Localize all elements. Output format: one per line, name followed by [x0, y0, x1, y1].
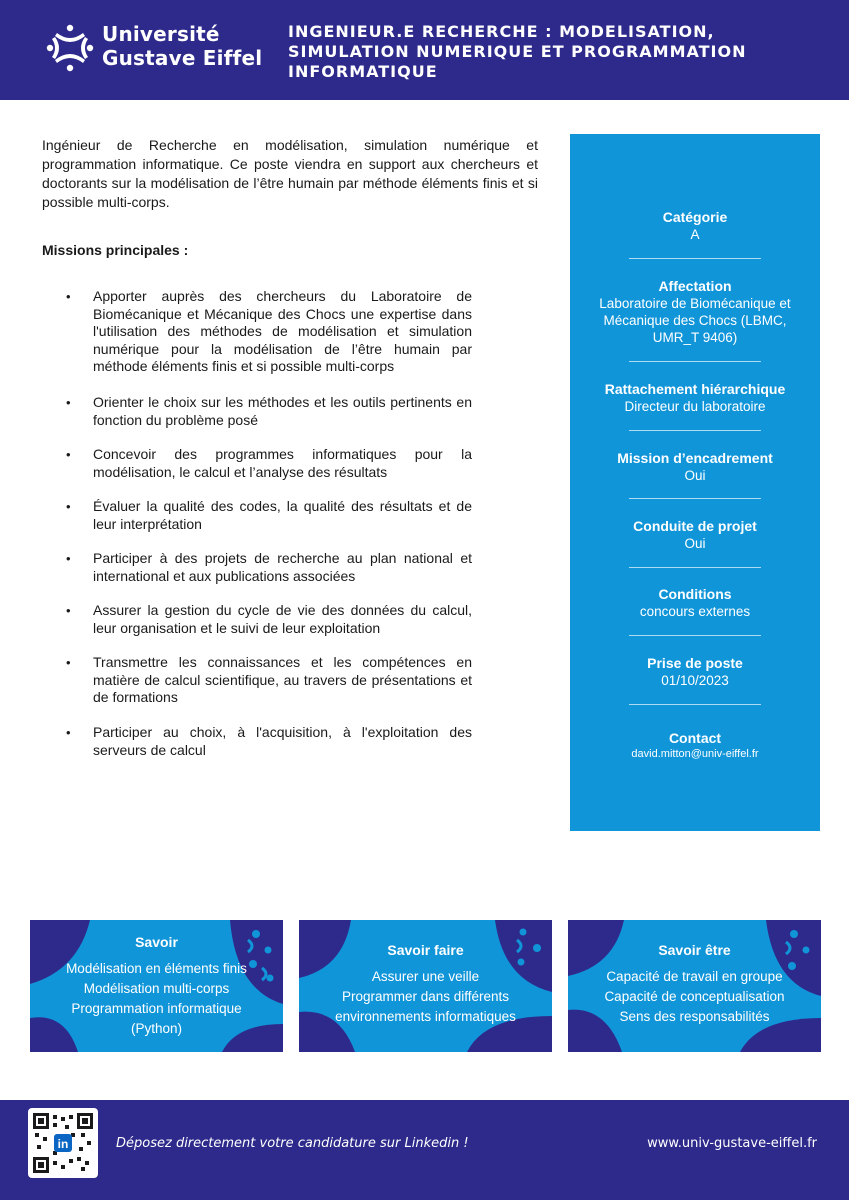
- savoir-item: Programmation informatique: [71, 1001, 242, 1016]
- contact-label: Contact: [668, 730, 722, 746]
- bullet-icon: •: [66, 499, 71, 514]
- page-header: [0, 0, 849, 100]
- mission-text: Concevoir des programmes informatiques pour la modélisation, le calcul et l’analyse des résultats: [93, 446, 472, 480]
- sidebar-divider: [629, 635, 761, 636]
- rattachement-label: Rattachement hiérarchique: [604, 381, 786, 397]
- bullet-icon: •: [66, 603, 71, 618]
- sidebar-divider: [629, 498, 761, 499]
- job-title-line-2: SIMULATION NUMERIQUE ET PROGRAMMATION: [288, 42, 747, 61]
- savoir-item: Modélisation en éléments finis: [66, 961, 247, 976]
- missions-heading: [42, 242, 188, 258]
- savoir-etre-title: Savoir être: [658, 942, 731, 958]
- page-footer: [0, 1100, 849, 1200]
- sidebar-divider: [629, 704, 761, 705]
- qr-code-icon: [33, 1113, 93, 1173]
- mission-item: [62, 654, 472, 724]
- sidebar-divider: [629, 567, 761, 568]
- bullet-icon: •: [66, 551, 71, 566]
- affectation-label: Affectation: [658, 278, 732, 294]
- mission-item: [62, 446, 472, 498]
- missions-heading-text: Missions principales: [42, 242, 180, 258]
- encadrement-field: [570, 450, 820, 484]
- savoir-faire-card: [299, 920, 552, 1052]
- savoir-faire-item: environnements informatiques: [335, 1009, 516, 1024]
- mission-item: [62, 288, 472, 394]
- affectation-value-line-2: Mécanique des Chocs (LBMC,: [603, 313, 787, 328]
- conditions-label: Conditions: [658, 586, 732, 602]
- encadrement-value: Oui: [684, 468, 706, 483]
- savoir-item: Modélisation multi-corps: [83, 981, 230, 996]
- sidebar-divider: [629, 361, 761, 362]
- savoir-title: Savoir: [135, 934, 178, 950]
- mission-item: [62, 602, 472, 654]
- bullet-icon: •: [66, 289, 71, 304]
- savoir-faire-title: Savoir faire: [387, 942, 464, 958]
- linkedin-apply-text: Déposez directement votre candidature sur Linkedin !: [116, 1136, 469, 1151]
- prise-de-poste-field: [570, 655, 820, 689]
- logo-line-2: Gustave Eiffel: [102, 46, 263, 70]
- bullet-icon: •: [66, 655, 71, 670]
- job-title-line-1: INGENIEUR.E RECHERCHE : MODELISATION,: [288, 22, 715, 41]
- mission-text: Assurer la gestion du cycle de vie des données du calcul, leur organisation et le suivi de leur exploitation: [93, 602, 472, 636]
- savoir-etre-item: Sens des responsabilités: [619, 1009, 770, 1024]
- conduite-value: Oui: [684, 536, 706, 551]
- prise-de-poste-value: 01/10/2023: [661, 673, 729, 688]
- bullet-icon: •: [66, 725, 71, 740]
- university-logo-mark-icon: [46, 24, 94, 72]
- rattachement-value: Directeur du laboratoire: [624, 399, 766, 414]
- affectation-field: [570, 278, 820, 346]
- categorie-value: A: [690, 227, 700, 242]
- job-intro-paragraph: Ingénieur de Recherche en modélisation, simulation numérique et programmation informatique. Ce poste viendra en support aux chercheurs et doctorants sur la modélisation de l’être humain par méthode éléments finis et si possible multi-corps.: [42, 137, 538, 210]
- conditions-field: [570, 586, 820, 620]
- job-info-sidebar: [570, 134, 820, 831]
- sidebar-divider: [629, 430, 761, 431]
- missions-heading-suffix: :: [179, 242, 189, 258]
- mission-item: [62, 724, 472, 764]
- bullet-icon: •: [66, 395, 71, 410]
- savoir-item: (Python): [130, 1021, 183, 1036]
- mission-text: Orienter le choix sur les méthodes et les outils pertinents en fonction du problème posé: [93, 394, 472, 428]
- savoir-etre-item: Capacité de travail en groupe: [606, 969, 783, 984]
- mission-text: Participer à des projets de recherche au plan national et international et aux publications associées: [93, 550, 472, 584]
- prise-de-poste-label: Prise de poste: [647, 655, 743, 671]
- university-logo[interactable]: [46, 20, 266, 76]
- savoir-etre-card: [568, 920, 821, 1052]
- encadrement-label: Mission d’encadrement: [617, 450, 773, 466]
- conduite-field: [570, 518, 820, 552]
- job-title: [288, 22, 828, 82]
- mission-item: [62, 550, 472, 602]
- conduite-label: Conduite de projet: [633, 518, 757, 534]
- linkedin-qr-code[interactable]: [28, 1108, 98, 1178]
- linkedin-badge-icon: in: [57, 1137, 69, 1151]
- savoir-etre-card-content: [568, 942, 821, 1027]
- mission-item: [62, 498, 472, 550]
- mission-text: Participer au choix, à l'acquisition, à l'exploitation des serveurs de calcul: [93, 724, 472, 758]
- conditions-value: concours externes: [639, 604, 751, 619]
- mission-text: Transmettre les connaissances et les compétences en matière de calcul scientifique, au travers de présentations et de formations: [93, 654, 472, 705]
- mission-text: Apporter auprès des chercheurs du Laboratoire de Biomécanique et Mécanique des Chocs une expertise dans l'utilisation des méthodes de modélisation et simulation numérique pour la modélisation de l’être humain par méthode éléments finis et si possible multi-corps: [93, 288, 472, 374]
- rattachement-field: [570, 381, 820, 415]
- savoir-card: [30, 920, 283, 1052]
- website-link[interactable]: www.univ-gustave-eiffel.fr: [647, 1136, 817, 1151]
- contact-email-link[interactable]: david.mitton@univ-eiffel.fr: [631, 748, 759, 760]
- logo-line-1: Université: [102, 22, 220, 46]
- mission-item: [62, 394, 472, 446]
- categorie-field: [570, 209, 820, 243]
- bullet-icon: •: [66, 447, 71, 462]
- savoir-faire-card-content: [299, 942, 552, 1027]
- affectation-value-line-3: UMR_T 9406): [652, 330, 738, 345]
- savoir-faire-item: Assurer une veille: [371, 969, 480, 984]
- affectation-value-line-1: Laboratoire de Biomécanique et: [599, 296, 791, 311]
- job-title-line-3: INFORMATIQUE: [288, 62, 438, 81]
- mission-text: Évaluer la qualité des codes, la qualité des résultats et de leur interprétation: [93, 498, 472, 532]
- missions-list: [62, 288, 472, 764]
- university-name: [102, 22, 262, 70]
- savoir-card-content: [30, 934, 283, 1039]
- savoir-etre-item: Capacité de conceptualisation: [604, 989, 785, 1004]
- savoir-faire-item: Programmer dans différents: [341, 989, 510, 1004]
- contact-field: [570, 730, 820, 762]
- categorie-label: Catégorie: [662, 209, 728, 225]
- sidebar-divider: [629, 258, 761, 259]
